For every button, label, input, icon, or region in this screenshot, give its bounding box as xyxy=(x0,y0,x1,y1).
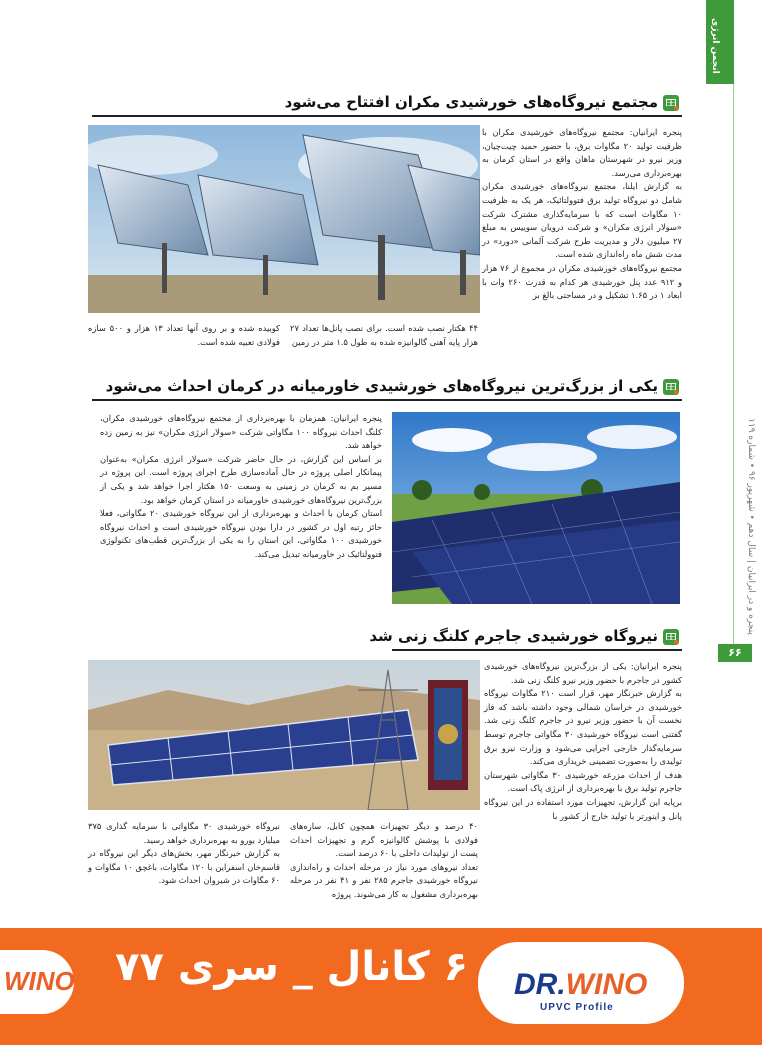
solar-headline-icon xyxy=(662,628,680,646)
article3-photo-jajarm-plant xyxy=(88,660,480,810)
logo-wino: WINO xyxy=(565,968,648,1001)
section-label: انجمن انرژی xyxy=(710,18,720,74)
wino-logo-text: WINO xyxy=(4,966,75,996)
article1-paragraph: پنجره ایرانیان: مجتمع نیروگاه‌های خورشیدی مکران با ظرفیت تولید ۲۰ مگاوات برق، با حضور حمید چیت‌چیان، وزیر نیرو در شهرستان ماهان واقع در استان کرمان به بهره‌برداری می‌رسد. xyxy=(482,127,682,178)
article1-paragraph: ۴۴ هکتار نصب شده است. برای نصب پانل‌ها تعداد ۲۷ هزار پایه آهنی گالوانیزه شده به طول ۱.۵ متر در زمین xyxy=(290,323,478,347)
logo-dr: DR. xyxy=(514,968,566,1001)
article2-paragraph: بر اساس این گزارش، در حال حاضر شرکت «سولار انرژی مکران» به‌عنوان پیمانکار اصلی پروژه در حال آماده‌سازی طرح اجرای پروژه است. این پروژه در مسیر بم به کرمان در زمینی به وسعت ۱۵۰ هکتار اجرا خواهد شد و یکی از بزرگ‌ترین نیروگاه‌های خورشیدی خاورمیانه در استان کرمان خواهد بود. xyxy=(100,453,382,505)
article1-paragraph: مجتمع نیروگاه‌های خورشیدی مکران در مجموع از ۷۶ هزار و ۹۱۲ عدد پنل خورشیدی هر کدام به قدرت ۲۶۰ وات با ابعاد ۱ در ۱.۶۵ تشکیل و در مساحتی بالغ بر xyxy=(482,262,682,301)
magazine-issue-line: پنجره و در ایرانیان | سال دهم • شهریور ۹۶ • شماره ۱۱۹ xyxy=(746,418,756,635)
article2-photo-pv-field xyxy=(392,412,680,604)
article3-column-right xyxy=(484,660,682,823)
article1-paragraph: به گزارش ایلنا، مجتمع نیروگاه‌های خورشیدی مکران شامل دو نیروگاه تولید برق فتوولتائیک، هر یک به ظرفیت ۱۰ مگاوات است که با سرمایه‌گذاری مشترک شرکت «سولار انرژی مکران» و شرکت درویان سوییس به مبلغ ۲۷ میلیون دلار و مدیریت طرح شرکت آلمانی «دورد» در مدت شش ماه راه‌اندازی شده است. xyxy=(482,181,682,260)
article3-paragraph: به گزارش خبرنگار مهر، قرار است ۲۱۰ مگاوات نیروگاه خورشیدی در خراسان شمالی وجود داشته باشد که فاز نخست آن با حضور وزیر نیرو در جاجرم کلنگ زنی شد. گفتنی است نیروگاه خورشیدی ۳۰ مگاواتی جاجرم توسط سرمایه‌گذار خارجی اجرایی می‌شود و وزارت نیرو برق تولیدی را به‌صورت تضمینی خریداری می‌کند. xyxy=(484,688,682,767)
article3-paragraph: به گزارش خبرنگار مهر، بخش‌های دیگر این نیروگاه در قاسم‌خان اسفراین با ۱۲۰ مگاوات، باغچق ۱۰ مگاوات و ۶۰ مگاوات در شیروان احداث شود. xyxy=(88,848,280,886)
solar-headline-icon xyxy=(662,94,680,112)
article1-title: مجتمع نیروگاه‌های خورشیدی مکران افتتاح می‌شود xyxy=(284,93,658,111)
article3-paragraph: هدف از احداث مزرعه خورشیدی ۳۰ مگاواتی شهرستان جاجرم تولید برق با بهره‌برداری از انرژی پاک است. xyxy=(484,769,683,794)
article2-paragraph: پنجره ایرانیان: همزمان با بهره‌برداری از مجتمع نیروگاه‌های خورشیدی مکران، کلنگ احداث نیروگاه ۱۰۰ مگاواتی شرکت «سولار انرژی مکران» نیز به زمین زده خواهد شد. xyxy=(100,413,382,451)
article1-paragraph: کوبیده شده و بر روی آنها تعداد ۱۳ هزار و ۵۰۰ سازه فولادی تعبیه شده است. xyxy=(88,323,280,347)
article2-paragraph: استان کرمان با احداث و بهره‌برداری از این نیروگاه خورشیدی ۲۰ مگاواتی، فعلا حائز رتبه اول در کشور در دارا بودن نیروگاه خورشیدی است و احداث نیروگاه خورشیدی ۱۰۰ مگاواتی، این استان را به یکی از بزرگ‌ترین قطب‌های تکنولوژی فتوولتائیک در خاورمیانه تبدیل می‌کند. xyxy=(100,508,382,559)
solar-headline-icon xyxy=(662,378,680,396)
article1-column-1 xyxy=(482,126,682,303)
article3-column-left xyxy=(88,820,280,888)
article3-paragraph: ۴۰ درصد و دیگر تجهیزات همچون کابل، سازه‌های فولادی با پوشش گالوانیزه گرم و تجهیزات احداث پست از تولیدات داخلی با ۶۰ درصد است. xyxy=(290,821,478,859)
article3-paragraph: نیروگاه خورشیدی ۳۰ مگاواتی با سرمایه گذاری ۳۷۵ میلیارد یورو به بهره‌برداری خواهد رسید. xyxy=(88,821,280,845)
article3-paragraph: تعداد نیروهای مورد نیاز در مرحله احداث و راه‌اندازی نیروگاه خورشیدی جاجرم ۲۸۵ نفر و ۴۱ نفر در مرحله بهره‌برداری مشغول به کار می‌شوند. پروژه xyxy=(290,861,478,899)
drwino-logo-text xyxy=(514,968,647,1002)
article1-title-rule xyxy=(92,115,682,117)
article3-paragraph: برپایه این گزارش، تجهیزات مورد استفاده در این نیروگاه پانل و اینورتر با تولید خارج از کشور با xyxy=(484,796,682,821)
article2-body xyxy=(100,412,382,562)
article1-photo-solar-mirrors xyxy=(88,125,480,313)
section-tab xyxy=(706,0,734,84)
article3-title-rule xyxy=(392,649,682,651)
article1-column-2 xyxy=(290,322,478,349)
article1-column-3 xyxy=(88,322,280,349)
article3-paragraph: پنجره ایرانیان: یکی از بزرگ‌ترین نیروگاه‌های خورشیدی کشور در جاجرم با حضور وزیر نیرو کلنگ زنی شد. xyxy=(484,661,682,685)
article3-title: نیروگاه خورشیدی جاجرم کلنگ زنی شد xyxy=(369,627,658,645)
article3-column-middle xyxy=(290,820,478,902)
article2-title: یکی از بزرگ‌ترین نیروگاه‌های خورشیدی خاورمیانه در کرمان احداث می‌شود xyxy=(105,377,658,395)
side-rule xyxy=(733,84,734,644)
drwino-logo-subtitle: UPVC Profile xyxy=(540,1002,614,1013)
footer-slogan: ۶ کانال _ سری ۷۷ xyxy=(115,944,468,990)
page-number: ۶۶ xyxy=(718,644,752,662)
wino-logo-partial xyxy=(0,950,74,1014)
article2-title-rule xyxy=(92,399,682,401)
